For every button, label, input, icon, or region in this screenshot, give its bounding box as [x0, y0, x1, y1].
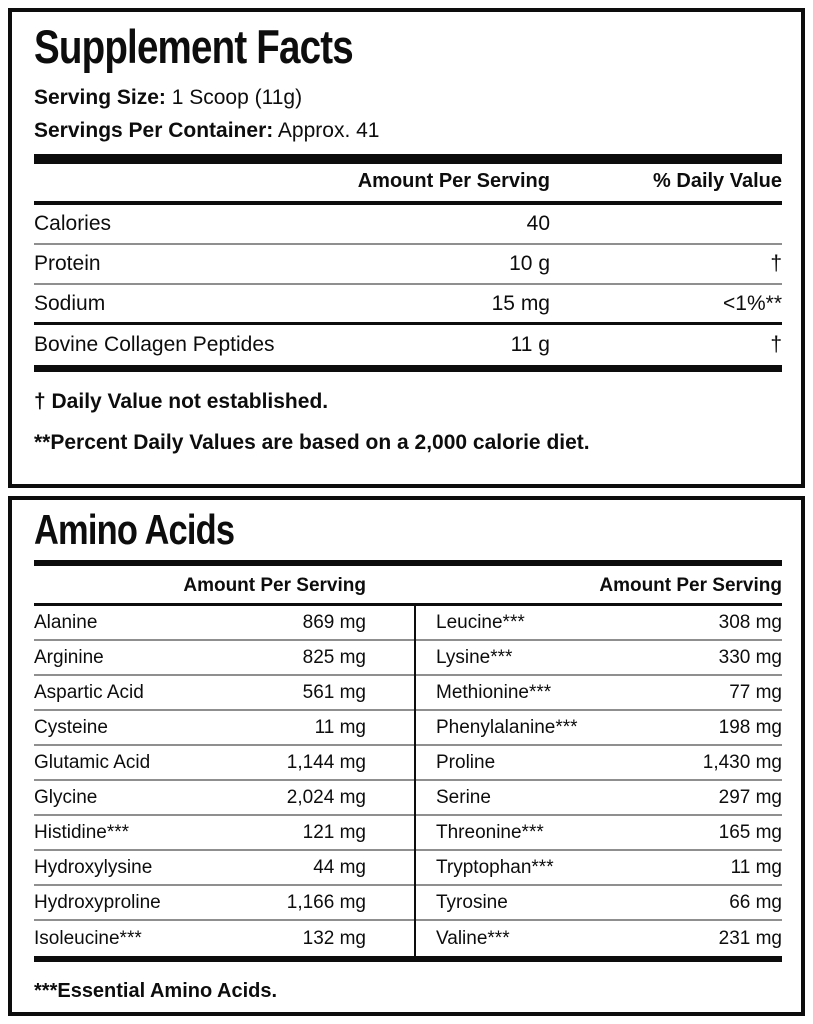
nutrient-amount: 10 g	[509, 252, 550, 275]
servings-per-container-label: Servings Per Container:	[34, 119, 274, 142]
amino-row-hydroxylysine	[34, 851, 414, 886]
amino-name: Hydroxyproline	[34, 891, 161, 913]
amino-name: Phenylalanine***	[436, 716, 578, 738]
amino-name: Leucine***	[436, 611, 525, 633]
nutrient-amount: 11 g	[510, 333, 550, 356]
amino-amount: 2,024 mg	[286, 786, 366, 808]
amino-name: Methionine***	[436, 681, 552, 703]
amino-name: Arginine	[34, 646, 104, 668]
amino-name: Alanine	[34, 611, 98, 633]
amino-table-header	[34, 575, 782, 606]
nutrient-amount: 15 mg	[491, 291, 550, 315]
amino-row-proline	[416, 746, 782, 781]
amino-amount: 561 mg	[302, 681, 366, 703]
amino-amount: 1,430 mg	[702, 751, 782, 773]
amino-row-tryptophan	[416, 851, 782, 886]
essential-amino-acids-footnote: ***Essential Amino Acids.	[34, 980, 278, 1002]
amino-amount: 165 mg	[718, 821, 782, 843]
amino-column-left	[34, 606, 414, 956]
amino-name: Tyrosine	[436, 891, 508, 913]
amino-amount: 121 mg	[302, 821, 366, 843]
amino-amount: 869 mg	[302, 611, 366, 633]
daily-value-header: % Daily Value	[653, 170, 782, 192]
table-row-bovine-collagen-peptides	[34, 325, 782, 365]
nutrient-dv: †	[770, 333, 782, 356]
amino-amount: 330 mg	[718, 646, 782, 668]
amino-name: Hydroxylysine	[34, 856, 153, 878]
amino-name: Glycine	[34, 786, 98, 808]
amino-name: Proline	[436, 751, 496, 773]
amino-column-right	[414, 606, 782, 956]
amino-row-cysteine	[34, 711, 414, 746]
nutrient-dv: †	[770, 252, 782, 275]
serving-size-line	[34, 85, 782, 111]
percent-daily-values-footnote: **Percent Daily Values are based on a 2,000 calorie diet.	[34, 431, 590, 454]
thick-divider-bar	[34, 154, 782, 164]
thick-divider-bar	[34, 365, 782, 372]
amino-amount: 297 mg	[718, 786, 782, 808]
nutrient-name: Protein	[34, 252, 101, 275]
nutrient-dv: <1%**	[723, 291, 782, 315]
amino-amount: 132 mg	[302, 927, 366, 949]
amino-row-hydroxyproline	[34, 886, 414, 921]
thick-divider-bar	[34, 560, 782, 566]
amino-name: Cysteine	[34, 716, 108, 738]
amount-per-serving-header: Amount Per Serving	[357, 170, 550, 192]
nutrient-name: Calories	[34, 212, 112, 235]
amino-amount: 44 mg	[313, 856, 366, 878]
facts-table-header	[34, 164, 782, 205]
serving-size-label: Serving Size:	[34, 86, 166, 109]
amino-amount: 11 mg	[730, 856, 782, 878]
nutrient-name: Bovine Collagen Peptides	[34, 333, 275, 356]
amino-name: Threonine***	[436, 821, 544, 843]
amount-per-serving-header-left: Amount Per Serving	[183, 575, 366, 596]
amino-row-histidine	[34, 816, 414, 851]
thick-divider-bar	[34, 956, 782, 962]
amino-row-serine	[416, 781, 782, 816]
table-row-sodium	[34, 285, 782, 325]
daily-value-footnote: † Daily Value not established.	[34, 390, 329, 413]
amino-row-isoleucine	[34, 921, 414, 956]
amino-amount: 77 mg	[729, 681, 782, 703]
amino-name: Valine***	[436, 927, 510, 949]
servings-per-container-line	[34, 118, 782, 144]
supplement-facts-panel	[8, 8, 805, 488]
amino-row-alanine	[34, 606, 414, 641]
amino-amount: 308 mg	[718, 611, 782, 633]
amino-name: Histidine***	[34, 821, 130, 843]
amino-acids-panel	[8, 496, 805, 1016]
amino-row-tyrosine	[416, 886, 782, 921]
amino-row-threonine	[416, 816, 782, 851]
amino-name: Serine	[436, 786, 491, 808]
amino-amount: 66 mg	[729, 891, 782, 913]
serving-size-value: 1 Scoop (11g)	[171, 86, 303, 109]
amino-name: Glutamic Acid	[34, 751, 151, 773]
amino-amount: 198 mg	[718, 716, 782, 738]
amino-name: Isoleucine***	[34, 927, 142, 949]
nutrient-amount: 40	[526, 212, 550, 235]
amino-amount: 825 mg	[302, 646, 366, 668]
amino-acids-title: Amino Acids	[34, 506, 235, 553]
nutrient-name: Sodium	[34, 291, 106, 315]
table-row-protein	[34, 245, 782, 285]
amino-row-arginine	[34, 641, 414, 676]
amino-row-aspartic-acid	[34, 676, 414, 711]
amino-name: Lysine***	[436, 646, 513, 668]
amino-row-glycine	[34, 781, 414, 816]
amino-amount: 11 mg	[314, 716, 366, 738]
servings-per-container-value: Approx. 41	[277, 119, 380, 142]
amino-row-lysine	[416, 641, 782, 676]
amino-row-glutamic-acid	[34, 746, 414, 781]
table-row-calories	[34, 205, 782, 245]
amount-per-serving-header-right: Amount Per Serving	[599, 575, 782, 596]
supplement-facts-title: Supplement Facts	[34, 20, 353, 73]
amino-row-leucine	[416, 606, 782, 641]
amino-amount: 231 mg	[718, 927, 782, 949]
amino-name: Tryptophan***	[436, 856, 554, 878]
amino-row-methionine	[416, 676, 782, 711]
amino-amount: 1,166 mg	[286, 891, 366, 913]
amino-name: Aspartic Acid	[34, 681, 144, 703]
amino-row-phenylalanine	[416, 711, 782, 746]
amino-acids-table	[34, 606, 782, 956]
amino-row-valine	[416, 921, 782, 956]
amino-amount: 1,144 mg	[286, 751, 366, 773]
